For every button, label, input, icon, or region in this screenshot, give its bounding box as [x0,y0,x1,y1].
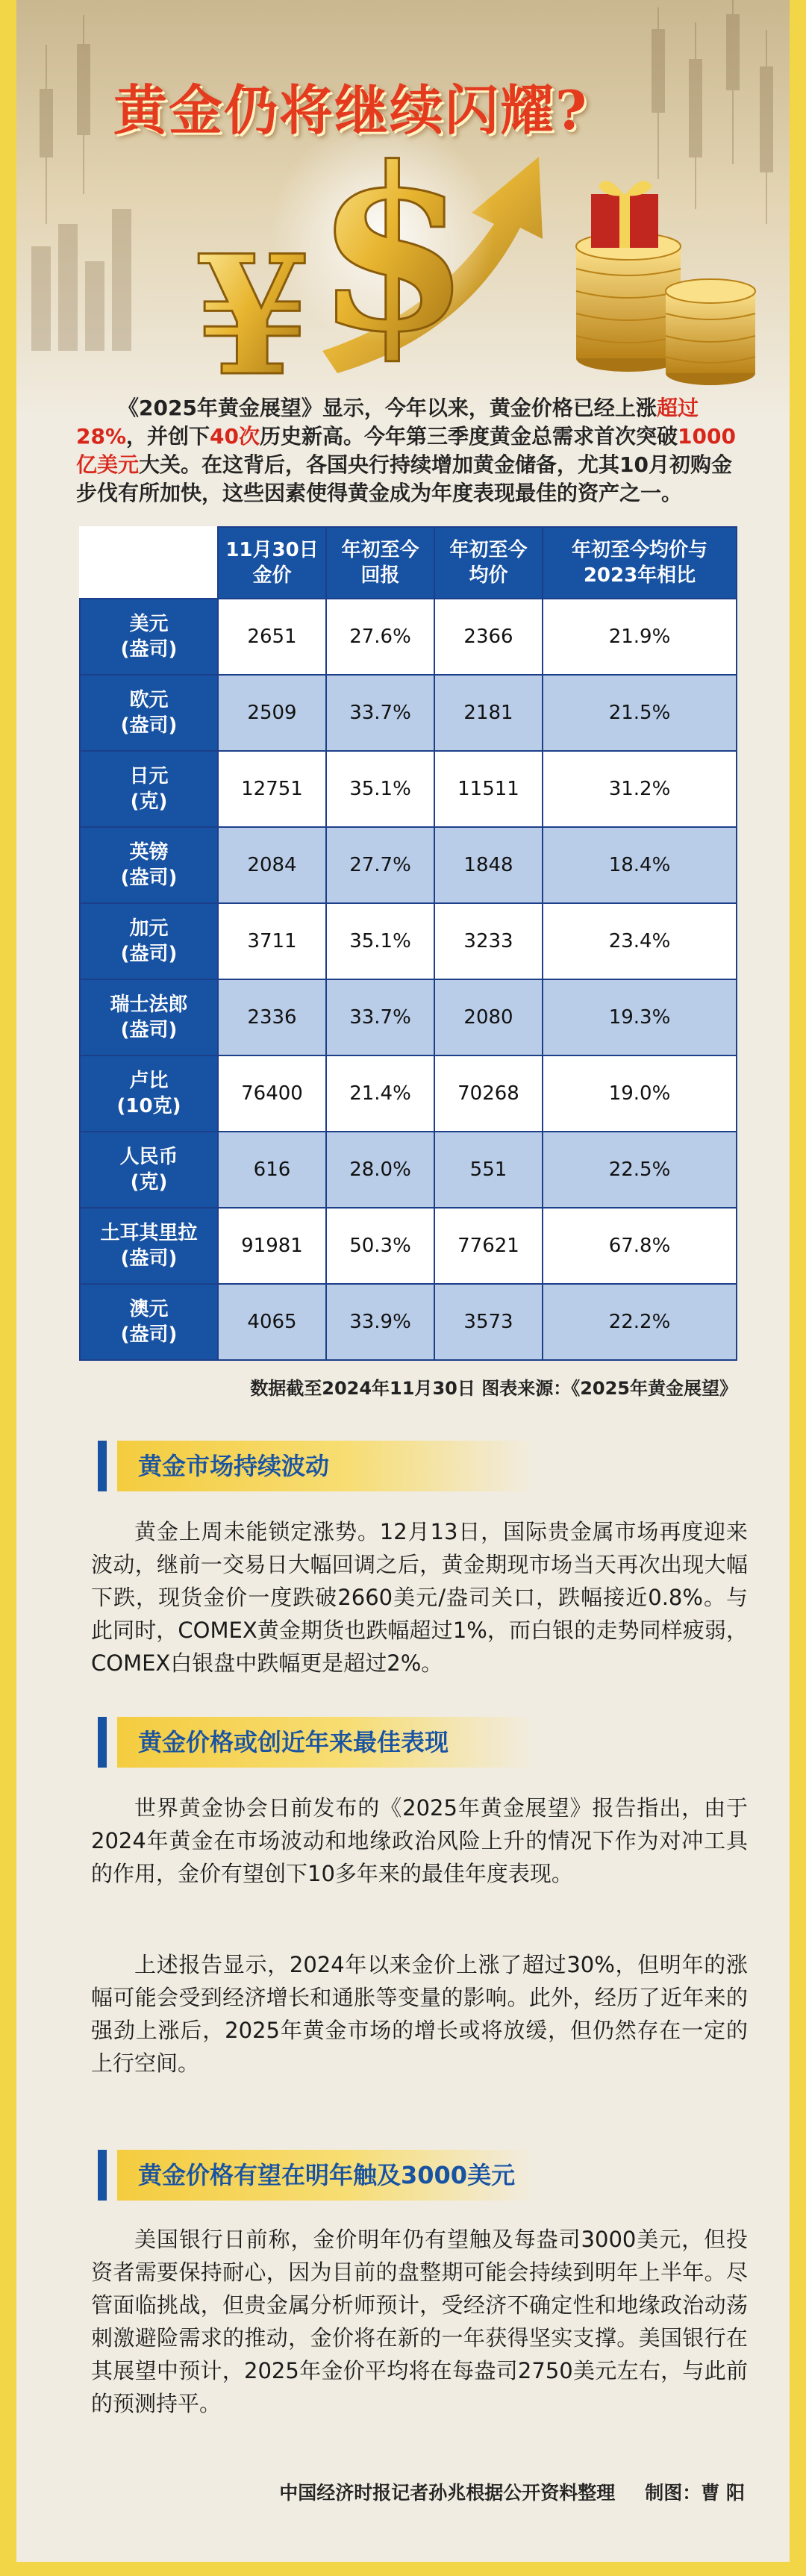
value-cell: 31.2% [543,751,737,827]
value-cell: 3573 [434,1284,543,1360]
table-row [80,1055,737,1132]
value-cell: 19.0% [543,1055,737,1132]
value-cell: 18.4% [543,827,737,903]
gold-illustration [16,0,790,418]
section-title: 黄金价格有望在明年触及3000美元 [117,2150,535,2201]
value-cell: 27.6% [326,599,434,675]
currency-cell: 欧元 (盎司) [80,675,218,751]
value-cell: 70268 [434,1055,543,1132]
value-cell: 33.7% [326,979,434,1055]
infographic-page [16,0,790,2562]
value-cell: 33.7% [326,675,434,751]
value-cell: 4065 [218,1284,326,1360]
value-cell: 21.5% [543,675,737,751]
value-cell: 33.9% [326,1284,434,1360]
intro-highlight: 40次 [210,424,260,449]
currency-cell: 美元 (盎司) [80,599,218,675]
currency-cell: 加元 (盎司) [80,903,218,979]
svg-text:$: $ [315,118,471,381]
value-cell: 21.9% [543,599,737,675]
table-row [80,979,737,1055]
svg-text:¥: ¥ [196,219,310,412]
value-cell: 76400 [218,1055,326,1132]
value-cell: 50.3% [326,1208,434,1284]
section-title: 黄金价格或创近年来最佳表现 [117,1717,535,1768]
value-cell: 2080 [434,979,543,1055]
intro-text: 大关。在这背后，各国央行持续增加黄金储备，尤其10月初购金步伐有所加快，这些因素使得黄金成为年度表现最佳的资产之一。 [76,452,732,505]
currency-cell: 日元 (克) [80,751,218,827]
value-cell: 77621 [434,1208,543,1284]
table-row [80,1284,737,1360]
value-cell: 2181 [434,675,543,751]
section-title: 黄金市场持续波动 [117,1441,535,1491]
section-paragraph: 世界黄金协会日前发布的《2025年黄金展望》报告指出，由于2024年黄金在市场波动和地缘政治风险上升的情况下作为对冲工具的作用，金价有望创下10多年来的最佳年度表现。 [91,1795,748,1886]
table-source: 数据截至2024年11月30日 图表来源：《2025年黄金展望》 [250,1378,737,1399]
value-cell: 2084 [218,827,326,903]
table-header: 11月30日 金价 [218,527,326,599]
table-row [80,827,737,903]
value-cell: 12751 [218,751,326,827]
currency-cell: 土耳其里拉 (盎司) [80,1208,218,1284]
table-corner [80,527,218,599]
section-paragraph: 美国银行日前称，金价明年仍有望触及每盎司3000美元，但投资者需要保持耐心，因为目前的盘整期可能会持续到明年上半年。尽管面临挑战，但贵金属分析师预计，受经济不确定性和地缘政治动荡刺激避险需求的推动，金价将在新的一年获得坚实支撑。美国银行在其展望中预计，2025年金价平均将在每盎司2750美元左右，与此前的预测持平。 [91,2227,748,2416]
value-cell: 67.8% [543,1208,737,1284]
table-row [80,903,737,979]
value-cell: 22.2% [543,1284,737,1360]
value-cell: 35.1% [326,903,434,979]
value-cell: 616 [218,1132,326,1208]
table-header: 年初至今 回报 [326,527,434,599]
intro-highlight: 1000亿美元 [76,424,736,477]
intro-highlight: 超过28% [76,396,699,449]
table-header: 年初至今均价与 2023年相比 [543,527,737,599]
intro-text: ，并创下 [126,424,210,449]
currency-cell: 澳元 (盎司) [80,1284,218,1360]
currency-cell: 英镑 (盎司) [80,827,218,903]
value-cell: 23.4% [543,903,737,979]
table-row [80,1208,737,1284]
value-cell: 2509 [218,675,326,751]
table-header: 年初至今 均价 [434,527,543,599]
value-cell: 2366 [434,599,543,675]
intro-text: 《2025年黄金展望》显示，今年以来，黄金价格已经上涨 [118,396,657,420]
currency-cell: 卢比 (10克) [80,1055,218,1132]
intro-paragraph [76,394,740,508]
value-cell: 19.3% [543,979,737,1055]
value-cell: 11511 [434,751,543,827]
footer-design: 制图：曹 阳 [645,2482,745,2504]
value-cell: 22.5% [543,1132,737,1208]
value-cell: 3711 [218,903,326,979]
footer-credits [16,2478,790,2505]
value-cell: 1848 [434,827,543,903]
value-cell: 551 [434,1132,543,1208]
table-row [80,675,737,751]
currency-cell: 瑞士法郎 (盎司) [80,979,218,1055]
hero-banner [16,0,790,418]
value-cell: 27.7% [326,827,434,903]
section-paragraph: 黄金上周未能锁定涨势。12月13日，国际贵金属市场再度迎来波动，继前一交易日大幅回调之后，黄金期现市场当天再次出现大幅下跌，现货金价一度跌破2660美元/盎司关口，跌幅接近0.8%。与此同时，COMEX黄金期货也跌幅超过1%，而白银的走势同样疲弱，COMEX白银盘中跌幅更是超过2%。 [91,1519,748,1676]
value-cell: 3233 [434,903,543,979]
value-cell: 21.4% [326,1055,434,1132]
currency-cell: 人民币 (克) [80,1132,218,1208]
table-row [80,751,737,827]
value-cell: 28.0% [326,1132,434,1208]
footer-credit: 中国经济时报记者孙兆根据公开资料整理 [279,2482,616,2504]
intro-text: 历史新高。今年第三季度黄金总需求首次突破 [260,424,678,449]
value-cell: 91981 [218,1208,326,1284]
value-cell: 2336 [218,979,326,1055]
value-cell: 35.1% [326,751,434,827]
table-row [80,1132,737,1208]
value-cell: 2651 [218,599,326,675]
page-title: 黄金仍将继续闪耀? [113,78,589,142]
table-row [80,599,737,675]
section-paragraph: 上述报告显示，2024年以来金价上涨了超过30%，但明年的涨幅可能会受到经济增长和通胀等变量的影响。此外，经历了近年来的强劲上涨后，2025年黄金市场的增长或将放缓，但仍然存在一定的上行空间。 [91,1952,748,2076]
gold-price-table [79,526,736,1361]
